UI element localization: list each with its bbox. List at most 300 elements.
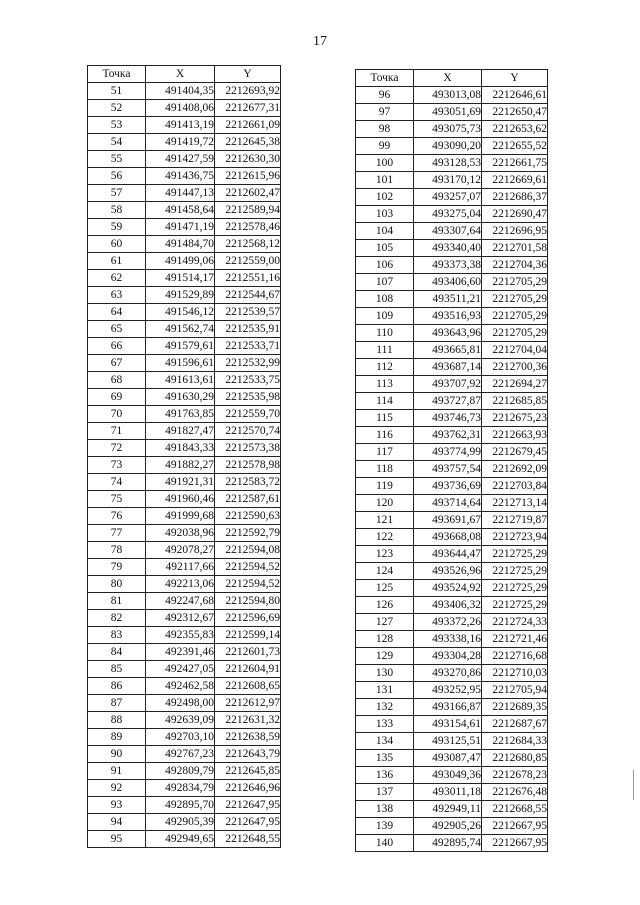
point-number-cell: 111 — [356, 342, 414, 359]
y-coordinate-cell: 2212646,96 — [215, 780, 281, 797]
point-number-cell: 92 — [88, 780, 146, 797]
y-coordinate-cell: 2212713,14 — [482, 495, 548, 512]
point-number-cell: 106 — [356, 257, 414, 274]
x-coordinate-cell: 493687,14 — [414, 359, 482, 376]
table-row — [356, 784, 548, 801]
point-number-cell: 101 — [356, 172, 414, 189]
x-coordinate-cell: 492639,09 — [146, 712, 215, 729]
point-number-cell: 67 — [88, 355, 146, 372]
y-coordinate-cell: 2212689,35 — [482, 699, 548, 716]
point-number-cell: 117 — [356, 444, 414, 461]
point-number-cell: 130 — [356, 665, 414, 682]
table-row — [356, 87, 548, 104]
y-coordinate-cell: 2212535,98 — [215, 389, 281, 406]
y-coordinate-cell: 2212612,97 — [215, 695, 281, 712]
table-row — [356, 750, 548, 767]
point-number-cell: 90 — [88, 746, 146, 763]
y-coordinate-cell: 2212608,65 — [215, 678, 281, 695]
x-coordinate-cell: 493166,87 — [414, 699, 482, 716]
table-row — [88, 389, 281, 406]
point-number-cell: 54 — [88, 134, 146, 151]
table-row — [356, 767, 548, 784]
x-coordinate-cell: 493338,16 — [414, 631, 482, 648]
y-coordinate-cell: 2212685,85 — [482, 393, 548, 410]
table-row — [356, 444, 548, 461]
y-coordinate-cell: 2212590,63 — [215, 508, 281, 525]
point-number-cell: 83 — [88, 627, 146, 644]
y-coordinate-cell: 2212725,29 — [482, 563, 548, 580]
x-coordinate-cell: 492498,00 — [146, 695, 215, 712]
point-number-cell: 62 — [88, 270, 146, 287]
table-row — [356, 257, 548, 274]
x-coordinate-cell: 493090,20 — [414, 138, 482, 155]
table-row — [88, 576, 281, 593]
table-row — [356, 376, 548, 393]
table-row — [88, 185, 281, 202]
point-number-cell: 131 — [356, 682, 414, 699]
table-row — [356, 325, 548, 342]
y-coordinate-cell: 2212663,93 — [482, 427, 548, 444]
x-coordinate-cell: 492703,10 — [146, 729, 215, 746]
x-coordinate-cell: 492949,65 — [146, 831, 215, 848]
x-coordinate-cell: 493668,08 — [414, 529, 482, 546]
table-row — [88, 644, 281, 661]
table-row — [356, 274, 548, 291]
x-coordinate-cell: 493011,18 — [414, 784, 482, 801]
x-coordinate-cell: 492809,79 — [146, 763, 215, 780]
table-row — [88, 134, 281, 151]
x-coordinate-cell: 493087,47 — [414, 750, 482, 767]
table-row — [356, 495, 548, 512]
y-coordinate-cell: 2212704,36 — [482, 257, 548, 274]
table-header-row — [88, 66, 281, 83]
point-number-cell: 61 — [88, 253, 146, 270]
x-coordinate-cell: 491999,68 — [146, 508, 215, 525]
point-number-cell: 121 — [356, 512, 414, 529]
table-row — [88, 270, 281, 287]
y-coordinate-cell: 2212679,45 — [482, 444, 548, 461]
x-coordinate-cell: 491613,61 — [146, 372, 215, 389]
y-coordinate-cell: 2212700,36 — [482, 359, 548, 376]
table-row — [88, 746, 281, 763]
x-coordinate-cell: 493691,67 — [414, 512, 482, 529]
x-coordinate-cell: 492834,79 — [146, 780, 215, 797]
y-coordinate-cell: 2212687,67 — [482, 716, 548, 733]
table-row — [88, 321, 281, 338]
x-coordinate-cell: 493746,73 — [414, 410, 482, 427]
y-coordinate-cell: 2212703,84 — [482, 478, 548, 495]
x-coordinate-cell: 493516,93 — [414, 308, 482, 325]
x-coordinate-cell: 493372,26 — [414, 614, 482, 631]
x-coordinate-cell: 493406,32 — [414, 597, 482, 614]
table-row — [88, 287, 281, 304]
y-coordinate-cell: 2212630,30 — [215, 151, 281, 168]
point-number-cell: 114 — [356, 393, 414, 410]
x-coordinate-cell: 491499,06 — [146, 253, 215, 270]
table-row — [356, 393, 548, 410]
table-row — [88, 508, 281, 525]
x-coordinate-cell: 491596,61 — [146, 355, 215, 372]
table-row — [356, 478, 548, 495]
point-number-cell: 105 — [356, 240, 414, 257]
point-number-cell: 112 — [356, 359, 414, 376]
x-coordinate-cell: 491921,31 — [146, 474, 215, 491]
table-row — [356, 665, 548, 682]
x-coordinate-cell: 492462,58 — [146, 678, 215, 695]
table-row — [88, 168, 281, 185]
x-coordinate-cell: 492247,68 — [146, 593, 215, 610]
y-coordinate-cell: 2212533,71 — [215, 338, 281, 355]
table-row — [88, 355, 281, 372]
y-coordinate-cell: 2212704,04 — [482, 342, 548, 359]
y-coordinate-cell: 2212667,95 — [482, 818, 548, 835]
y-coordinate-cell: 2212615,96 — [215, 168, 281, 185]
point-number-cell: 116 — [356, 427, 414, 444]
x-coordinate-cell: 493307,64 — [414, 223, 482, 240]
point-number-cell: 93 — [88, 797, 146, 814]
point-number-cell: 96 — [356, 87, 414, 104]
point-number-cell: 80 — [88, 576, 146, 593]
y-coordinate-cell: 2212596,69 — [215, 610, 281, 627]
y-coordinate-cell: 2212694,27 — [482, 376, 548, 393]
y-coordinate-cell: 2212655,52 — [482, 138, 548, 155]
x-coordinate-cell: 491579,61 — [146, 338, 215, 355]
x-coordinate-cell: 493665,81 — [414, 342, 482, 359]
point-number-cell: 69 — [88, 389, 146, 406]
y-coordinate-cell: 2212667,95 — [482, 835, 548, 852]
table-row — [356, 546, 548, 563]
y-coordinate-cell: 2212532,99 — [215, 355, 281, 372]
y-coordinate-cell: 2212645,85 — [215, 763, 281, 780]
y-coordinate-cell: 2212680,85 — [482, 750, 548, 767]
point-number-cell: 113 — [356, 376, 414, 393]
y-coordinate-cell: 2212638,59 — [215, 729, 281, 746]
y-coordinate-cell: 2212721,46 — [482, 631, 548, 648]
point-number-cell: 78 — [88, 542, 146, 559]
table-row — [356, 801, 548, 818]
table-row — [88, 491, 281, 508]
header-y: Y — [215, 66, 281, 83]
point-number-cell: 55 — [88, 151, 146, 168]
point-number-cell: 60 — [88, 236, 146, 253]
point-number-cell: 81 — [88, 593, 146, 610]
y-coordinate-cell: 2212716,68 — [482, 648, 548, 665]
y-coordinate-cell: 2212599,14 — [215, 627, 281, 644]
table-row — [88, 253, 281, 270]
point-number-cell: 110 — [356, 325, 414, 342]
header-x: X — [146, 66, 215, 83]
point-number-cell: 138 — [356, 801, 414, 818]
point-number-cell: 53 — [88, 117, 146, 134]
y-coordinate-cell: 2212725,29 — [482, 597, 548, 614]
x-coordinate-cell: 493644,47 — [414, 546, 482, 563]
table-row — [88, 304, 281, 321]
x-coordinate-cell: 493170,12 — [414, 172, 482, 189]
x-coordinate-cell: 491546,12 — [146, 304, 215, 321]
y-coordinate-cell: 2212573,38 — [215, 440, 281, 457]
table-row — [88, 542, 281, 559]
x-coordinate-cell: 491562,74 — [146, 321, 215, 338]
table-row — [88, 100, 281, 117]
table-row — [356, 104, 548, 121]
table-row — [356, 410, 548, 427]
x-coordinate-cell: 492767,23 — [146, 746, 215, 763]
x-coordinate-cell: 493304,28 — [414, 648, 482, 665]
point-number-cell: 52 — [88, 100, 146, 117]
header-y: Y — [482, 70, 548, 87]
y-coordinate-cell: 2212653,62 — [482, 121, 548, 138]
point-number-cell: 118 — [356, 461, 414, 478]
y-coordinate-cell: 2212669,61 — [482, 172, 548, 189]
x-coordinate-cell: 493275,04 — [414, 206, 482, 223]
table-row — [88, 219, 281, 236]
y-coordinate-cell: 2212668,55 — [482, 801, 548, 818]
point-number-cell: 95 — [88, 831, 146, 848]
point-number-cell: 51 — [88, 83, 146, 100]
x-coordinate-cell: 491436,75 — [146, 168, 215, 185]
point-number-cell: 82 — [88, 610, 146, 627]
table-row — [356, 342, 548, 359]
table-row — [356, 291, 548, 308]
table-row — [88, 440, 281, 457]
x-coordinate-cell: 493762,31 — [414, 427, 482, 444]
point-number-cell: 75 — [88, 491, 146, 508]
table-row — [356, 716, 548, 733]
y-coordinate-cell: 2212675,23 — [482, 410, 548, 427]
coordinates-table-left — [87, 65, 281, 848]
table-row — [88, 678, 281, 695]
x-coordinate-cell: 493049,36 — [414, 767, 482, 784]
header-point: Точка — [88, 66, 146, 83]
y-coordinate-cell: 2212631,32 — [215, 712, 281, 729]
x-coordinate-cell: 493373,38 — [414, 257, 482, 274]
x-coordinate-cell: 493075,73 — [414, 121, 482, 138]
point-number-cell: 68 — [88, 372, 146, 389]
y-coordinate-cell: 2212648,55 — [215, 831, 281, 848]
table-row — [88, 729, 281, 746]
point-number-cell: 72 — [88, 440, 146, 457]
table-row — [356, 580, 548, 597]
point-number-cell: 98 — [356, 121, 414, 138]
point-number-cell: 94 — [88, 814, 146, 831]
table-row — [356, 155, 548, 172]
y-coordinate-cell: 2212601,73 — [215, 644, 281, 661]
x-coordinate-cell: 493707,92 — [414, 376, 482, 393]
point-number-cell: 79 — [88, 559, 146, 576]
table-row — [356, 240, 548, 257]
point-number-cell: 86 — [88, 678, 146, 695]
x-coordinate-cell: 493270,86 — [414, 665, 482, 682]
table-row — [88, 117, 281, 134]
y-coordinate-cell: 2212645,38 — [215, 134, 281, 151]
y-coordinate-cell: 2212705,29 — [482, 308, 548, 325]
point-number-cell: 77 — [88, 525, 146, 542]
x-coordinate-cell: 492895,74 — [414, 835, 482, 852]
point-number-cell: 63 — [88, 287, 146, 304]
x-coordinate-cell: 491419,72 — [146, 134, 215, 151]
x-coordinate-cell: 491404,35 — [146, 83, 215, 100]
x-coordinate-cell: 493727,87 — [414, 393, 482, 410]
y-coordinate-cell: 2212690,47 — [482, 206, 548, 223]
y-coordinate-cell: 2212647,95 — [215, 814, 281, 831]
y-coordinate-cell: 2212578,46 — [215, 219, 281, 236]
x-coordinate-cell: 492078,27 — [146, 542, 215, 559]
x-coordinate-cell: 493154,61 — [414, 716, 482, 733]
point-number-cell: 119 — [356, 478, 414, 495]
table-row — [88, 151, 281, 168]
table-row — [356, 563, 548, 580]
table-row — [356, 835, 548, 852]
y-coordinate-cell: 2212661,75 — [482, 155, 548, 172]
y-coordinate-cell: 2212559,00 — [215, 253, 281, 270]
y-coordinate-cell: 2212725,29 — [482, 580, 548, 597]
table-row — [88, 457, 281, 474]
point-number-cell: 87 — [88, 695, 146, 712]
x-coordinate-cell: 491529,89 — [146, 287, 215, 304]
point-number-cell: 76 — [88, 508, 146, 525]
x-coordinate-cell: 492895,70 — [146, 797, 215, 814]
x-coordinate-cell: 493774,99 — [414, 444, 482, 461]
y-coordinate-cell: 2212646,61 — [482, 87, 548, 104]
table-row — [88, 525, 281, 542]
x-coordinate-cell: 491514,17 — [146, 270, 215, 287]
y-coordinate-cell: 2212604,91 — [215, 661, 281, 678]
y-coordinate-cell: 2212544,67 — [215, 287, 281, 304]
table-row — [356, 359, 548, 376]
x-coordinate-cell: 493406,60 — [414, 274, 482, 291]
x-coordinate-cell: 491827,47 — [146, 423, 215, 440]
y-coordinate-cell: 2212583,72 — [215, 474, 281, 491]
point-number-cell: 136 — [356, 767, 414, 784]
x-coordinate-cell: 491413,19 — [146, 117, 215, 134]
x-coordinate-cell: 493736,69 — [414, 478, 482, 495]
table-header-row — [356, 70, 548, 87]
table-row — [88, 814, 281, 831]
y-coordinate-cell: 2212643,79 — [215, 746, 281, 763]
point-number-cell: 64 — [88, 304, 146, 321]
point-number-cell: 65 — [88, 321, 146, 338]
point-number-cell: 120 — [356, 495, 414, 512]
point-number-cell: 99 — [356, 138, 414, 155]
point-number-cell: 74 — [88, 474, 146, 491]
point-number-cell: 109 — [356, 308, 414, 325]
x-coordinate-cell: 491960,46 — [146, 491, 215, 508]
header-x: X — [414, 70, 482, 87]
table-row — [356, 308, 548, 325]
x-coordinate-cell: 491408,06 — [146, 100, 215, 117]
y-coordinate-cell: 2212684,33 — [482, 733, 548, 750]
table-row — [88, 372, 281, 389]
page-number: 17 — [313, 34, 327, 49]
y-coordinate-cell: 2212692,09 — [482, 461, 548, 478]
x-coordinate-cell: 493526,96 — [414, 563, 482, 580]
point-number-cell: 139 — [356, 818, 414, 835]
x-coordinate-cell: 492038,96 — [146, 525, 215, 542]
x-coordinate-cell: 492391,46 — [146, 644, 215, 661]
table-row — [88, 797, 281, 814]
table-row — [356, 427, 548, 444]
table-row — [88, 423, 281, 440]
table-row — [88, 83, 281, 100]
x-coordinate-cell: 493128,53 — [414, 155, 482, 172]
table-row — [356, 121, 548, 138]
y-coordinate-cell: 2212686,37 — [482, 189, 548, 206]
x-coordinate-cell: 491458,64 — [146, 202, 215, 219]
point-number-cell: 104 — [356, 223, 414, 240]
table-row — [88, 236, 281, 253]
y-coordinate-cell: 2212724,33 — [482, 614, 548, 631]
y-coordinate-cell: 2212533,75 — [215, 372, 281, 389]
table-row — [88, 831, 281, 848]
x-coordinate-cell: 491484,70 — [146, 236, 215, 253]
x-coordinate-cell: 492949,11 — [414, 801, 482, 818]
point-number-cell: 70 — [88, 406, 146, 423]
point-number-cell: 115 — [356, 410, 414, 427]
y-coordinate-cell: 2212723,94 — [482, 529, 548, 546]
table-row — [88, 610, 281, 627]
x-coordinate-cell: 491427,59 — [146, 151, 215, 168]
x-coordinate-cell: 491447,13 — [146, 185, 215, 202]
table-row — [88, 661, 281, 678]
point-number-cell: 73 — [88, 457, 146, 474]
header-point: Точка — [356, 70, 414, 87]
table-row — [88, 763, 281, 780]
point-number-cell: 71 — [88, 423, 146, 440]
table-row — [88, 338, 281, 355]
table-row — [356, 138, 548, 155]
y-coordinate-cell: 2212710,03 — [482, 665, 548, 682]
y-coordinate-cell: 2212559,70 — [215, 406, 281, 423]
y-coordinate-cell: 2212551,16 — [215, 270, 281, 287]
point-number-cell: 88 — [88, 712, 146, 729]
point-number-cell: 129 — [356, 648, 414, 665]
y-coordinate-cell: 2212568,12 — [215, 236, 281, 253]
x-coordinate-cell: 491882,27 — [146, 457, 215, 474]
table-row — [356, 648, 548, 665]
x-coordinate-cell: 493257,07 — [414, 189, 482, 206]
point-number-cell: 122 — [356, 529, 414, 546]
table-row — [88, 593, 281, 610]
table-row — [88, 406, 281, 423]
table-row — [88, 627, 281, 644]
y-coordinate-cell: 2212594,52 — [215, 559, 281, 576]
table-row — [88, 202, 281, 219]
y-coordinate-cell: 2212587,61 — [215, 491, 281, 508]
y-coordinate-cell: 2212676,48 — [482, 784, 548, 801]
y-coordinate-cell: 2212539,57 — [215, 304, 281, 321]
y-coordinate-cell: 2212677,31 — [215, 100, 281, 117]
point-number-cell: 84 — [88, 644, 146, 661]
point-number-cell: 97 — [356, 104, 414, 121]
point-number-cell: 57 — [88, 185, 146, 202]
y-coordinate-cell: 2212594,52 — [215, 576, 281, 593]
x-coordinate-cell: 491630,29 — [146, 389, 215, 406]
table-row — [356, 682, 548, 699]
x-coordinate-cell: 492905,39 — [146, 814, 215, 831]
y-coordinate-cell: 2212578,98 — [215, 457, 281, 474]
x-coordinate-cell: 492355,83 — [146, 627, 215, 644]
point-number-cell: 59 — [88, 219, 146, 236]
y-coordinate-cell: 2212535,91 — [215, 321, 281, 338]
table-row — [356, 699, 548, 716]
y-coordinate-cell: 2212650,47 — [482, 104, 548, 121]
table-row — [88, 474, 281, 491]
table-row — [356, 512, 548, 529]
point-number-cell: 85 — [88, 661, 146, 678]
x-coordinate-cell: 491763,85 — [146, 406, 215, 423]
x-coordinate-cell: 492312,67 — [146, 610, 215, 627]
x-coordinate-cell: 493252,95 — [414, 682, 482, 699]
